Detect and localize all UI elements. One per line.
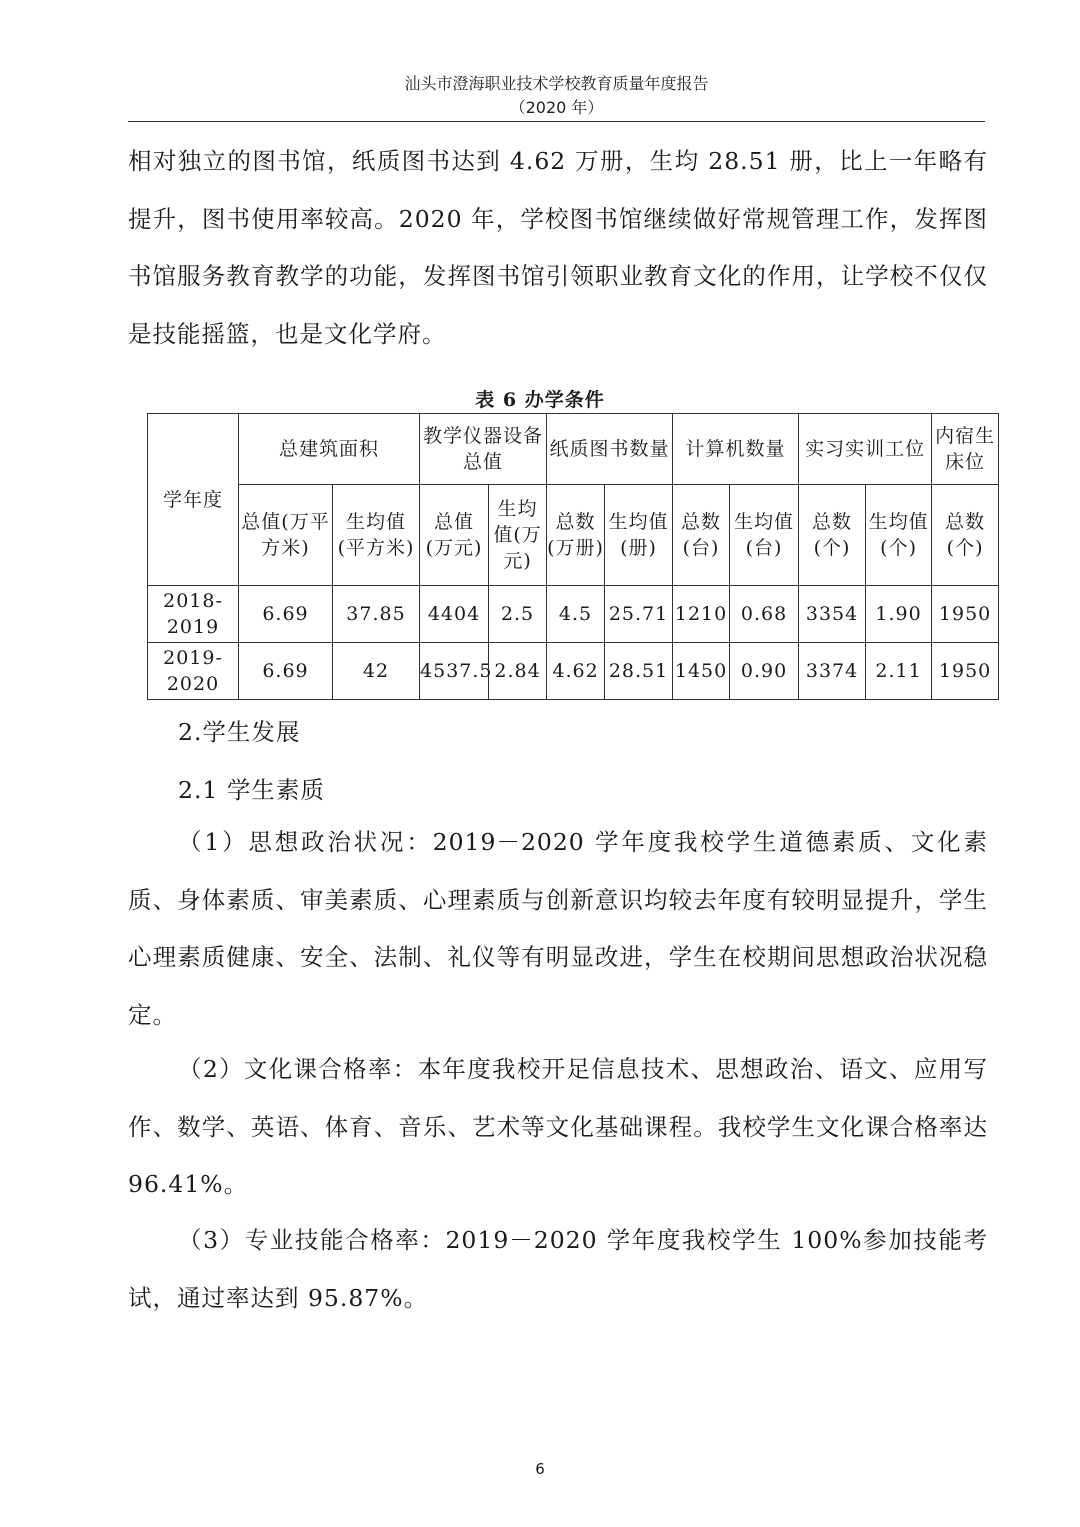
- group-header: 内宿生床位: [932, 414, 999, 485]
- report-year: （2020 年）: [509, 98, 604, 117]
- group-header: 计算机数量: [673, 414, 799, 485]
- subheader: 生均值(个): [866, 485, 932, 586]
- ideology-paragraph: （1）思想政治状况：2019－2020 学年度我校学生道德素质、文化素质、身体素质、审美素质、心理素质与创新意识均较去年度有较明显提升，学生心理素质健康、安全、法制、礼仪等有明显改进，学生在校期间思想政治状况稳定。: [128, 828, 988, 1029]
- running-header: [128, 72, 985, 120]
- subheader: 生均值(台): [730, 485, 799, 586]
- section-heading-student-development: 2.学生发展: [178, 718, 301, 746]
- table-cell: 1950: [932, 586, 999, 643]
- subheader: 生均值(平方米): [333, 485, 420, 586]
- header-row-groups: [148, 414, 999, 485]
- table-cell: 4404: [420, 586, 489, 643]
- subheader: 生均值(万元): [489, 485, 547, 586]
- table-row: [148, 586, 999, 643]
- table-cell: 4.62: [547, 643, 605, 700]
- group-header: 实习实训工位: [799, 414, 932, 485]
- library-paragraph: 相对独立的图书馆，纸质图书达到 4.62 万册，生均 28.51 册，比上一年略有提升，图书使用率较高。2020 年，学校图书馆继续做好常规管理工作，发挥图书馆服务教育教学的功能，发挥图书馆引领职业教育文化的作用，让学校不仅仅是技能摇篮，也是文化学府。: [128, 147, 988, 348]
- table-cell: 4537.5: [420, 643, 489, 700]
- subheader: 总数(个): [932, 485, 999, 586]
- subheader: 总值(万平方米): [239, 485, 333, 586]
- table-cell: 0.68: [730, 586, 799, 643]
- subheader: 生均值(册): [605, 485, 673, 586]
- table-row: [148, 643, 999, 700]
- table-cell: 2.11: [866, 643, 932, 700]
- table-cell: 6.69: [239, 643, 333, 700]
- table-cell: 2.5: [489, 586, 547, 643]
- subheader: 总值(万元): [420, 485, 489, 586]
- skills-paragraph: （3）专业技能合格率：2019－2020 学年度我校学生 100%参加技能考试，通过率达到 95.87%。: [128, 1226, 988, 1312]
- subheader: 总数(台): [673, 485, 730, 586]
- table-cell: 0.90: [730, 643, 799, 700]
- group-header: 教学仪器设备总值: [420, 414, 547, 485]
- header-rule: [128, 121, 985, 122]
- table-cell: 42: [333, 643, 420, 700]
- subheader: 总数(万册): [547, 485, 605, 586]
- table-cell: 1950: [932, 643, 999, 700]
- row-year: 2019-2020: [148, 643, 239, 700]
- table-cell: 6.69: [239, 586, 333, 643]
- table-cell: 28.51: [605, 643, 673, 700]
- header-row-subheaders: [148, 485, 999, 586]
- table-cell: 1.90: [866, 586, 932, 643]
- table-cell: 4.5: [547, 586, 605, 643]
- table-cell: 37.85: [333, 586, 420, 643]
- table-cell: 3354: [799, 586, 866, 643]
- subheader: 总数(个): [799, 485, 866, 586]
- group-header: 总建筑面积: [239, 414, 420, 485]
- page-number: 6: [535, 1460, 545, 1478]
- row-year: 2018-2019: [148, 586, 239, 643]
- table-cell: 25.71: [605, 586, 673, 643]
- table-caption: 表 6 办学条件: [475, 389, 605, 411]
- table-cell: 3374: [799, 643, 866, 700]
- group-header: 纸质图书数量: [547, 414, 673, 485]
- section-heading-student-quality: 2.1 学生素质: [178, 776, 325, 804]
- year-header: 学年度: [148, 414, 239, 586]
- table-cell: 1210: [673, 586, 730, 643]
- table-cell: 1450: [673, 643, 730, 700]
- culture-course-paragraph: （2）文化课合格率：本年度我校开足信息技术、思想政治、语文、应用写作、数学、英语、体育、音乐、艺术等文化基础课程。我校学生文化课合格率达 96.41%。: [128, 1055, 988, 1198]
- report-title: 汕头市澄海职业技术学校教育质量年度报告: [404, 74, 709, 93]
- table-cell: 2.84: [489, 643, 547, 700]
- school-conditions-table: [147, 413, 999, 700]
